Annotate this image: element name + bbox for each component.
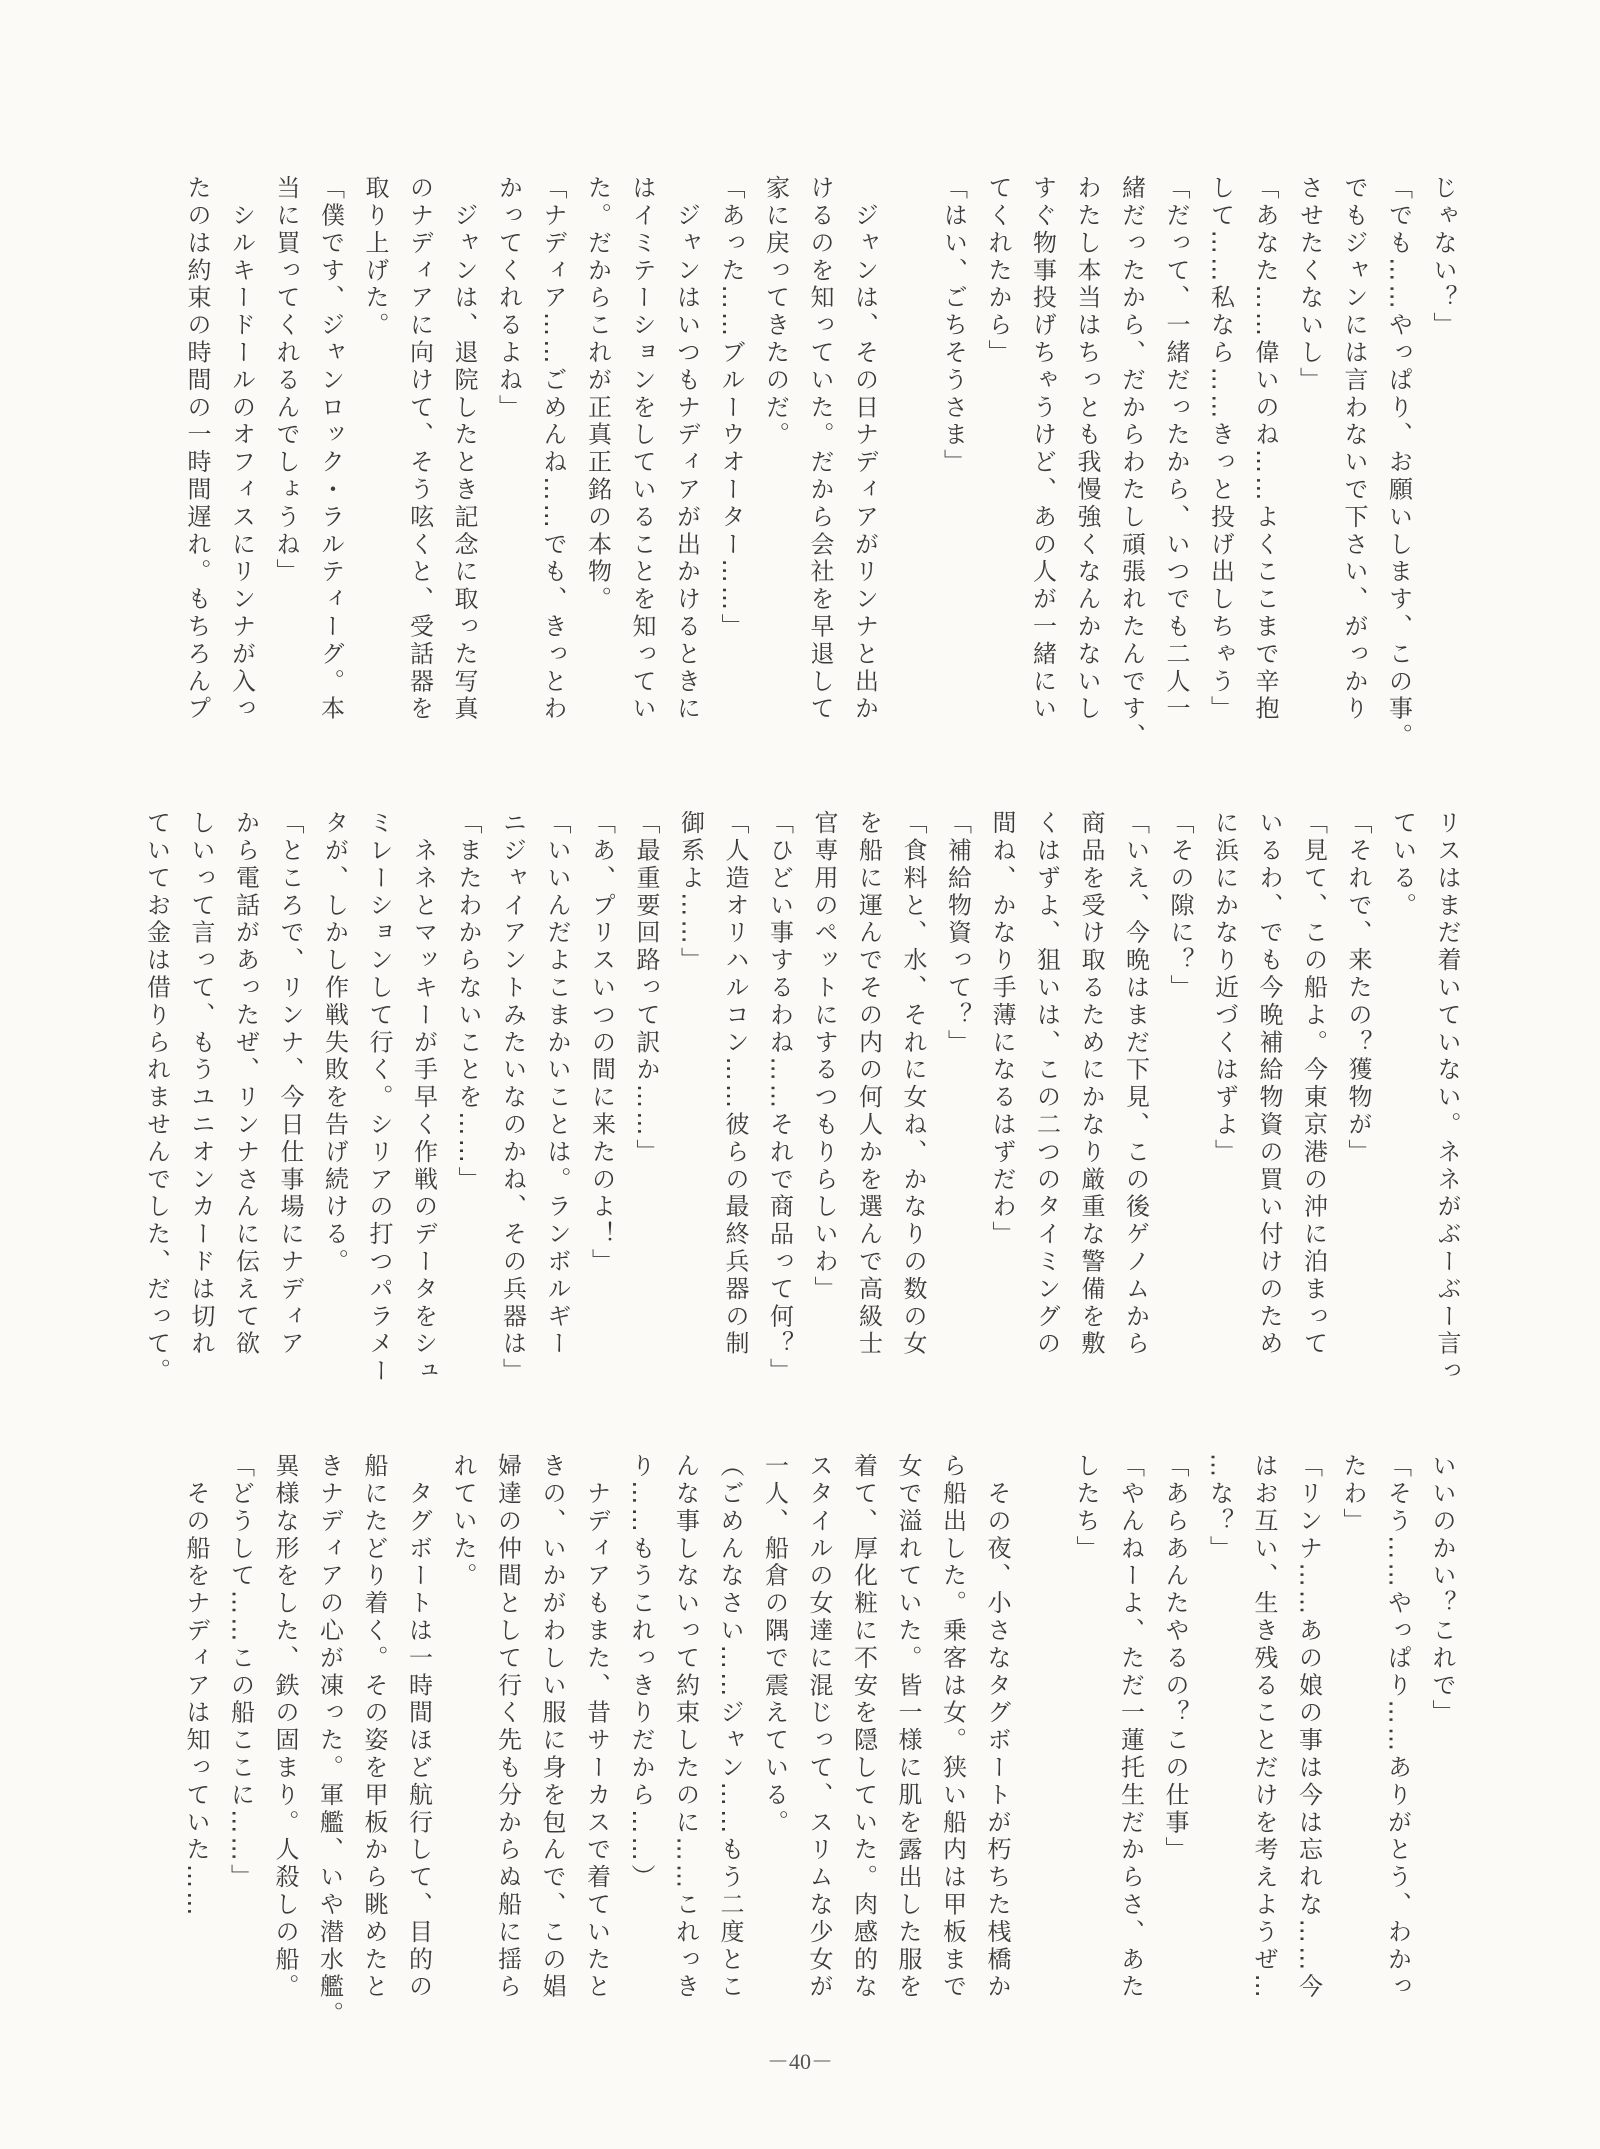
text-block-middle (134, 810, 1469, 1390)
text-column: たのは約束の時間の一時間遅れ。もちろんプ (183, 175, 211, 723)
text-column: 商品を受け取るためにかなり厳重な警備を敷 (1077, 810, 1105, 1358)
text-column: 取り上げた。 (361, 175, 389, 340)
text-column: （ごめんなさい……ジャン……もう二度とこ (716, 1453, 744, 2001)
text-column: でもジャンには言わないで下さい、がっかり (1340, 175, 1368, 723)
text-column: り……もうこれっきりだから……） (627, 1453, 655, 1892)
text-column: その船をナディアは知っていた…… (182, 1453, 210, 1919)
text-column: れていた。 (449, 1453, 477, 1590)
text-column: して……私なら……きっと投げ出しちゃう」 (1206, 175, 1235, 723)
text-column: 「でも……やっぱり、お願いします、この事。 (1384, 175, 1413, 751)
text-column: じゃない？」 (1429, 175, 1457, 340)
text-column: ら船出した。乗客は女。狭い船内は甲板まで (938, 1453, 967, 2001)
text-column: くはずよ、狙いは、この二つのタイミングの (1032, 810, 1061, 1358)
text-column: タグボートは一時間ほど航行して、目的の (404, 1453, 433, 2001)
text-column: 「そう……やっぱり……ありがとう、わかっ (1383, 1453, 1412, 2001)
text-column (887, 175, 932, 755)
text-column: …な？」 (1205, 1453, 1234, 1563)
text-column: 異様な形をした、鉄の固まり。人殺しの船。 (271, 1453, 299, 2001)
text-column: させたくないし」 (1295, 175, 1324, 395)
text-column: ニジャイアントみたいなのかね、その兵器は」 (498, 810, 527, 1386)
text-column: てくれたから」 (984, 175, 1012, 367)
text-column: ネネとマッキーが手早く作戦のデータをシュ (409, 810, 438, 1386)
text-column: ジャンは、その日ナディアがリンナと出か (850, 175, 879, 723)
text-column: 「またわからないことを……」 (454, 810, 482, 1194)
text-column: かってくれるよね」 (494, 175, 523, 422)
text-column: ミレーションして行く。シリアの打つパラメー (365, 810, 393, 1386)
text-column: のナディアに向けて、そう呟くと、受話器を (405, 175, 434, 723)
text-column: タが、しかし作戦失敗を告げ続ける。 (320, 810, 349, 1276)
text-column: はお互い、生き残ることだけを考えようぜ… (1250, 1453, 1278, 2001)
text-column: 「ひどい事するわね……それで商品って何？」 (765, 810, 794, 1386)
text-column: 「いいんだよこまかいことは。ランボルギー (543, 810, 571, 1358)
text-column: 緒だったから、だからわたし頑張れたんです、 (1117, 175, 1146, 751)
text-column: すぐ物事投げちゃうけど、あの人が一緒にい (1028, 175, 1057, 723)
text-column: に浜にかなり近づくはずよ」 (1210, 810, 1239, 1167)
text-column: 「あ、プリスいつの間に来たのよ！」 (587, 810, 616, 1276)
text-column (1019, 1453, 1064, 2033)
text-column: シルキードールのオフィスにリンナが入っ (227, 175, 256, 723)
text-column: いるわ、でも今晩補給物資の買い付けのため (1255, 810, 1283, 1358)
text-column: 船にたどり着く。その姿を甲板から眺めたと (360, 1453, 388, 2001)
text-column: ジャンはいつもナディアが出かけるときに (672, 175, 701, 723)
text-column: 家に戻ってきたのだ。 (761, 175, 790, 449)
text-column: スタイルの女達に混じって、スリムな少女が (805, 1453, 833, 2001)
text-column: 「食料と、水、それに女ね、かなりの数の女 (899, 810, 927, 1358)
text-column: 「はい、ごちそうさま」 (939, 175, 968, 477)
text-column: を船に運んでその内の何人かを選んで高級士 (854, 810, 883, 1358)
text-column: リスはまだ着いていない。ネネがぶーぶー言っ (1433, 810, 1461, 1386)
text-column: 女で溢れていた。皆一様に肌を露出した服を (894, 1453, 922, 2001)
text-column: 「やんねーよ、ただ一蓮托生だからさ、あた (1116, 1453, 1145, 2001)
text-column: 「最重要回路って訳か……」 (632, 810, 660, 1167)
text-column: 御系よ……」 (676, 810, 705, 975)
text-column: 「いえ、今晩はまだ下見、この後ゲノムから (1121, 810, 1150, 1358)
text-column: 官専用のペットにするつもりらしいわ」 (810, 810, 838, 1304)
text-column: ていてお金は借りられませんでした、だって。 (142, 810, 171, 1386)
page-number: －40－ (766, 2049, 833, 2074)
text-column: はイミテーションをしていることを知ってい (628, 175, 656, 723)
text-column: ジャンは、退院したとき記念に取った写真 (450, 175, 478, 723)
text-column: きの、いかがわしい服に身を包んで、この娼 (538, 1453, 566, 2001)
text-column: その夜、小さなタグボートが朽ちた桟橋か (983, 1453, 1011, 2001)
text-column: 当に買ってくれるんでしょうね」 (272, 175, 300, 586)
text-column: 一人、船倉の隅で震えている。 (760, 1453, 789, 1837)
text-column: しいって言って、もうユニオンカードは切れ (187, 810, 215, 1358)
text-column: けるのを知っていた。だから会社を早退して (806, 175, 834, 723)
text-column: た。だからこれが正真正銘の本物。 (583, 175, 612, 614)
text-column: たわ」 (1339, 1453, 1367, 1536)
text-column: 「人造オリハルコン……彼らの最終兵器の制 (721, 810, 749, 1358)
text-column: したち」 (1072, 1453, 1100, 1563)
text-column: 「それで、来たの？獲物が」 (1344, 810, 1372, 1167)
text-column: 「あった……ブルーウオーター……」 (717, 175, 745, 641)
text-column: 「どうして……この船ここに……」 (226, 1453, 255, 1892)
text-block-top (175, 175, 1466, 755)
text-column: ている。 (1388, 810, 1417, 920)
text-column: んな事しないって約束したのに……これっき (671, 1453, 700, 2001)
text-column: 婦達の仲間として行く先も分からぬ船に揺ら (493, 1453, 522, 2001)
text-column: ナディアもまた、昔サーカスで着ていたと (582, 1453, 611, 2001)
text-column: 間ね、かなり手薄になるはずだわ」 (988, 810, 1016, 1249)
text-column: わたし本当はちっとも我慢強くなんかないし (1073, 175, 1101, 723)
text-column: 着て、厚化粧に不安を隠していた。肉感的な (849, 1453, 878, 2001)
text-column: 「ナディア……ごめんね……でも、きっとわ (539, 175, 567, 723)
text-column: 「見て、この船よ。今東京港の沖に泊まって (1299, 810, 1328, 1358)
text-column: 「僕です、ジャンロック・ラルティーグ。本 (316, 175, 345, 723)
text-column: 「リンナ……あの娘の事は今は忘れな……今 (1294, 1453, 1323, 2001)
text-column: 「あなた……偉いのね……よくここまで辛抱 (1251, 175, 1279, 723)
text-column: 「補給物資って？」 (943, 810, 972, 1057)
text-column: きナディアの心が凍った。軍艦、いや潜水艦。 (315, 1453, 344, 2029)
text-column: から電話があったぜ、リンナさんに伝えて欲 (231, 810, 260, 1358)
text-column: 「あらあんたやるの？この仕事」 (1161, 1453, 1189, 1864)
text-column: 「だって、一緒だったから、いつでも二人一 (1162, 175, 1190, 723)
text-column: 「ところで、リンナ、今日仕事場にナディア (276, 810, 304, 1358)
text-block-bottom (174, 1453, 1465, 2033)
text-column: 「その隙に？」 (1166, 810, 1194, 1002)
text-column: いいのかい？これで」 (1428, 1453, 1456, 1727)
